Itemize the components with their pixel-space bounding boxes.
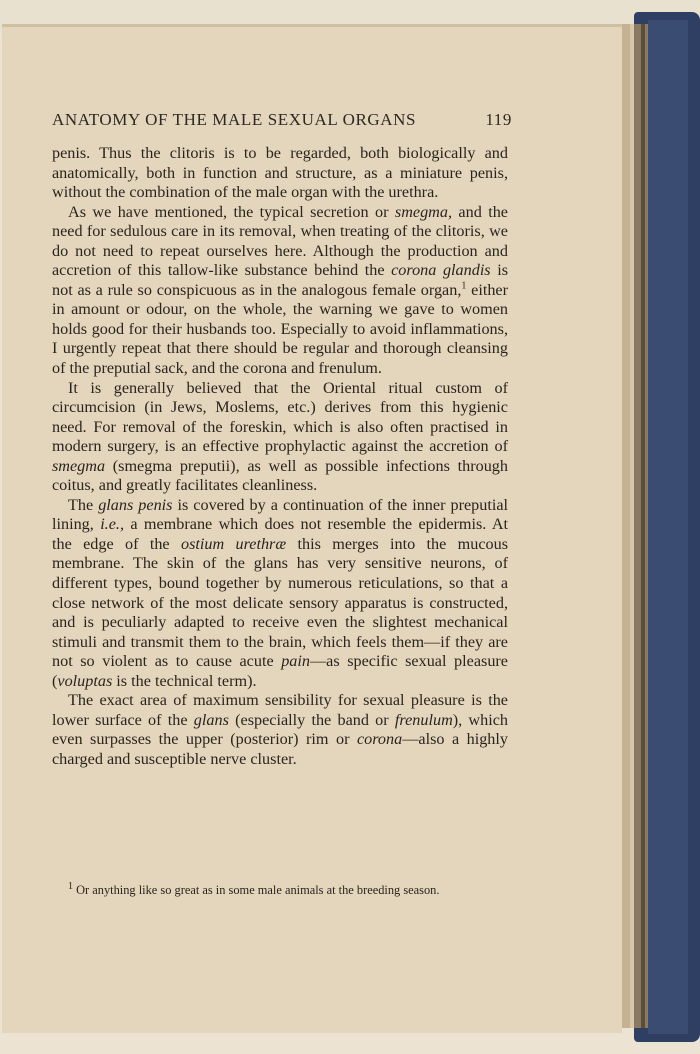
- text-run: ), which even surpasses the upper (posterior) rim or: [52, 710, 508, 749]
- italic-text: corona: [356, 730, 403, 749]
- text-run: is not as a rule so conspicuous as in the analogous female organ,: [52, 261, 508, 299]
- paragraph: [52, 496, 508, 691]
- footnote: [48, 882, 506, 898]
- italic-text: glans: [193, 710, 229, 729]
- text-run: (especially the band or: [228, 710, 395, 729]
- text-run: As we have mentioned, the typical secretion or: [68, 202, 395, 221]
- italic-text: glans penis: [98, 495, 173, 514]
- text-run: It is generally believed that the Oriental ritual custom of circumcision (in Jews, Moslems, etc.) derives from this hygienic need. For removal of the foreskin, which is also often practised in modern surgery, is an effective prophylactic against the accretion of: [52, 378, 508, 456]
- italic-text: corona glandis: [391, 261, 491, 280]
- page-number: 119: [485, 110, 512, 129]
- paragraph: [52, 691, 508, 769]
- paragraph: [52, 379, 508, 496]
- italic-text: ostium urethræ: [180, 534, 287, 553]
- text-run: is covered by a continuation of the inner preputial lining,: [52, 495, 509, 534]
- text-run: The exact area of maximum sensibility for sexual pleasure is the lower surface of the: [52, 691, 508, 729]
- text-run: a membrane which does not resemble the epidermis. At the edge of the: [52, 515, 509, 553]
- text-run: is the technical term).: [112, 671, 257, 690]
- book-cover-inner: [648, 20, 688, 1034]
- text-run: penis. Thus the clitoris is to be regarded, both biologically and anatomically, both in function and structure, as a miniature penis, without the combination of the male organ with the urethra.: [52, 144, 508, 202]
- paragraph: [52, 144, 508, 203]
- text-run: either in amount or odour, on the whole, the warning we gave to women holds good for their husbands too. Especially to avoid inflammations, I urgently repeat that there should be regular and thorough cleansing of the preputial sack, and the corona and frenulum.: [52, 280, 508, 378]
- text-run: and the need for sedulous care in its removal, when treating of the clitoris, we do not need to repeat ourselves here. Although the production and accretion of this tallow-like substance behind the: [52, 202, 508, 280]
- italic-text: pain: [281, 652, 310, 671]
- footnote-marker: 1: [68, 880, 73, 892]
- italic-text: voluptas: [57, 671, 113, 690]
- text-run: —also a highly charged and susceptible nerve cluster.: [52, 730, 508, 768]
- paragraph: [52, 203, 508, 379]
- italic-text: i.e.,: [100, 515, 125, 534]
- body-text: [52, 144, 508, 770]
- page-edges-shadow: [622, 24, 630, 1028]
- text-run: this merges into the mucous membrane. The skin of the glans has very sensitive neurons, of different types, bound together by numerous reticulations, so that a close network of the most delicate sensory apparatus is constructed, and is peculiarly adapted to receive even the slightest mechanical stimuli and transmit them to the brain, which feels them—if they are not so violent as to cause acute: [52, 534, 509, 671]
- text-run: —as specific sexual pleasure (: [52, 652, 508, 690]
- footnote-reference: 1: [461, 280, 467, 292]
- running-head-title: ANATOMY OF THE MALE SEXUAL ORGANS: [52, 110, 417, 129]
- running-header: [52, 110, 512, 134]
- italic-text: smegma,: [394, 202, 452, 221]
- italic-text: frenulum: [394, 710, 453, 729]
- footnote-text: Or anything like so great as in some male animals at the breeding season.: [73, 883, 440, 897]
- page-block-gutter: [641, 24, 645, 1028]
- italic-text: smegma: [52, 456, 106, 475]
- text-run: (smegma preputii), as well as possible infections through coitus, and greatly facilitates cleanliness.: [52, 456, 508, 495]
- text-run: The: [68, 495, 99, 514]
